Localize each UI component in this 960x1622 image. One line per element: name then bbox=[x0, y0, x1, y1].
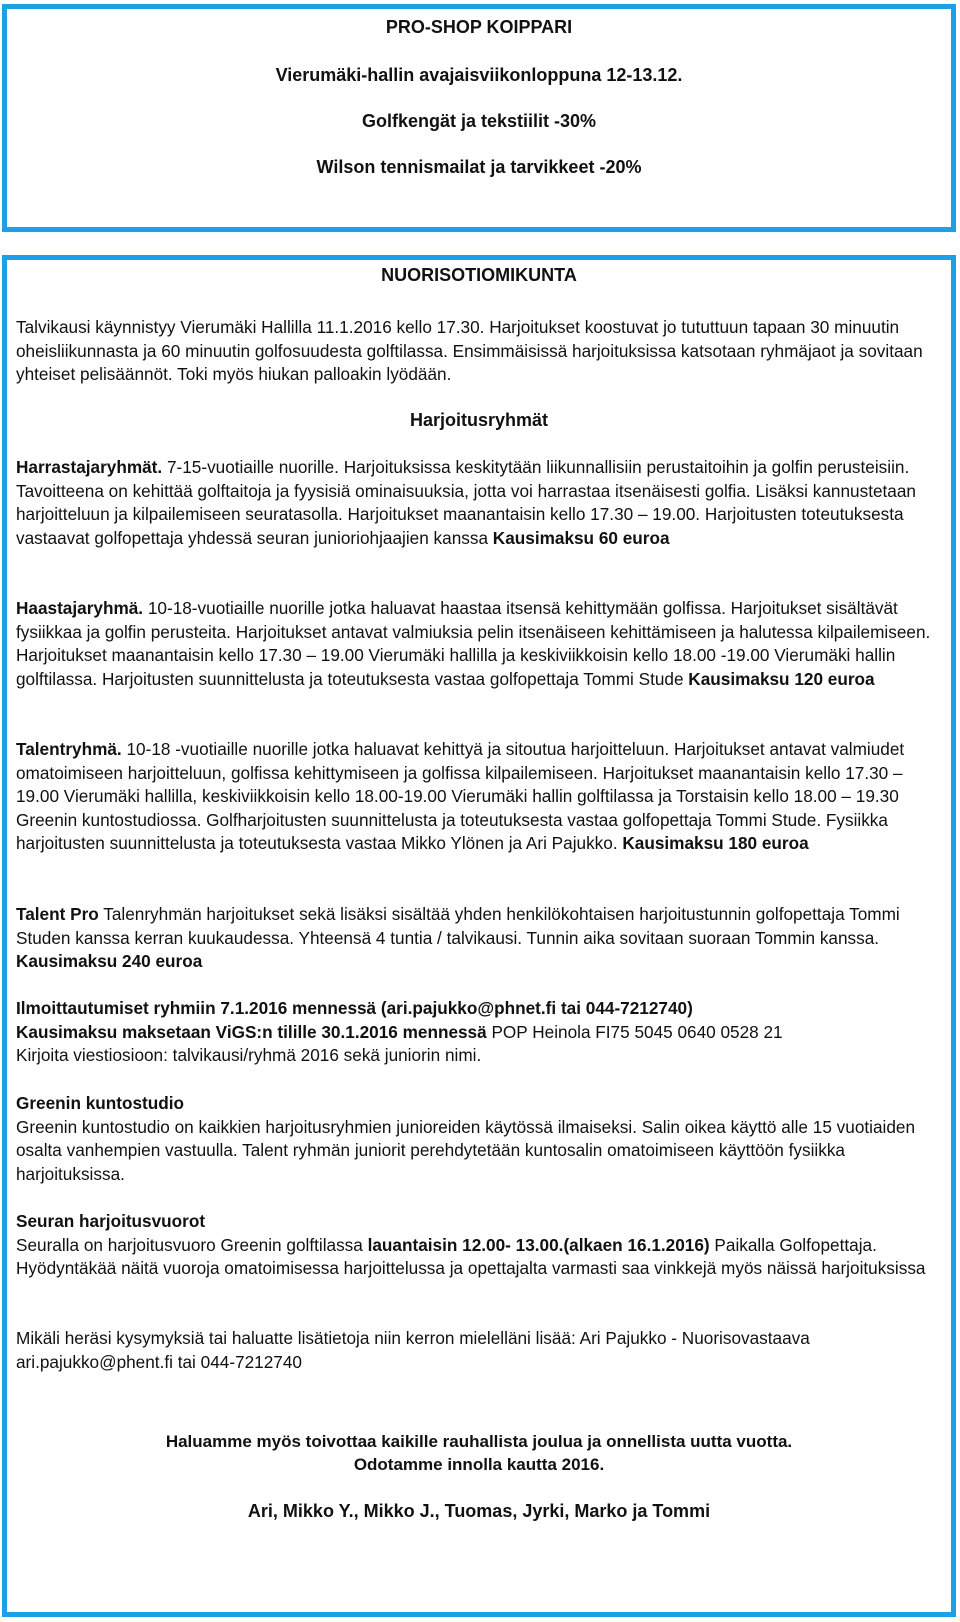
group-haastaja-text: 10-18-vuotiaille nuorille jotka haluavat haastaa itsensä kehittymään golfissa. Harjoitukset sisältävät fysiikkaa ja golfin perusteita. Harjoitukset antavat valmiuksia pelin itsenäiseen kehittämiseen ja halutessa kilpailemiseen. Harjoitukset maanantaisin kello 17.30 – 19.00 Vierumäki hallilla ja keskiviikkoisin kello 18.00 -19.00 Vierumäki hallin golftilassa. Harjoitusten suunnittelusta ja toteutuksesta vastaa golfopettaja Tommi Stude bbox=[16, 598, 931, 689]
group-haastaja bbox=[16, 597, 939, 691]
club-section bbox=[16, 1210, 939, 1281]
group-haastaja-name: Haastajaryhmä. bbox=[16, 598, 144, 618]
groups-heading: Harjoitusryhmät bbox=[409, 410, 549, 430]
gym-heading: Greenin kuntostudio bbox=[16, 1093, 185, 1113]
youth-title: NUORISOTIOMIKUNTA bbox=[381, 265, 577, 285]
intro-text: Talvikausi käynnistyy Vierumäki Hallilla 11.1.2016 kello 17.30. Harjoitukset koostuvat jo tututtuun tapaan 30 minuutin oheisliikunnasta ja 60 minuutin golfosuudesta golftilassa. Ensimmäisissä harjoituksissa katsotaan ryhmäjaot ja sovitaan yhteiset pelisäännöt. Toki myös hiukan palloakin lyödään. bbox=[16, 317, 923, 384]
wish-line-2: Odotamme innolla kautta 2016. bbox=[353, 1455, 605, 1474]
payment-deadline: Kausimaksu maksetaan ViGS:n tilille 30.1.2016 mennessä bbox=[16, 1021, 487, 1042]
group-talent-name: Talentryhmä. bbox=[16, 739, 122, 759]
youth-intro bbox=[16, 316, 939, 387]
signature: Ari, Mikko Y., Mikko J., Tuomas, Jyrki, Marko ja Tommi bbox=[247, 1501, 711, 1521]
proshop-tennis-discount: Wilson tennismailat ja tarvikkeet -20% bbox=[316, 157, 642, 177]
group-harrastaja-text: 7-15-vuotiaille nuorille. Harjoituksissa keskitytään liikunnallisiin perustaitoihin ja golfin perusteisiin. Tavoitteena on kehittää golftaitoja ja fyysisiä ominaisuuksia, jotta voi harrastaa itsenäisesti golfia. Lisäksi kannustetaan harjoitteluun ja kilpailemiseen seuratasolla. Harjoitukset maanantaisin kello 17.30 – 19.00. Harjoitusten toteutuksesta vastaavat golfopettaja yhdessä seuran junioriohjaajien kanssa bbox=[16, 457, 916, 548]
proshop-title: PRO-SHOP KOIPPARI bbox=[385, 17, 573, 37]
group-talent-fee: Kausimaksu 180 euroa bbox=[622, 833, 809, 853]
registration bbox=[16, 997, 939, 1068]
group-talent-text: 10-18 -vuotiaille nuorille jotka haluavat kehittyä ja sitoutua harjoitteluun. Harjoitukset antavat valmiudet omatoimiseen harjoitteluun, golfissa kehittymiseen ja golfissa kilpailemiseen. Harjoitukset maanantaisin kello 17.30 – 19.00 Vierumäki hallilla, keskiviikkoisin kello 18.00-19.00 Vierumäki hallin golftilassa ja Torstaisin kello 18.00 – 19.30 Greenin kuntostudiossa. Golfharjoitusten suunnittelusta ja toteutuksesta vastaa golfopettaja Tommi Stude. Fysiikka harjoitusten suunnittelusta ja toteutuksesta vastaa Mikko Ylönen ja Ari Pajukko. bbox=[16, 739, 905, 853]
contact-text: Mikäli heräsi kysymyksiä tai haluatte lisätietoja niin kerron mielelläni lisää: Ari Pajukko - Nuorisovastaava ari.pajukko@phent.fi tai 044-7212740 bbox=[16, 1328, 810, 1372]
group-harrastaja bbox=[16, 456, 939, 550]
club-text-b: Paikalla Golfopettaja. Hyödyntäkää näitä vuoroja omatoimisessa harjoittelussa ja opettajalta varmasti saa vinkkejä myös näissä harjoituksissa bbox=[16, 1234, 926, 1278]
payment-account: POP Heinola FI75 5045 0640 0528 21 bbox=[486, 1021, 783, 1042]
group-talent-pro-name: Talent Pro bbox=[16, 904, 99, 924]
group-talent-pro bbox=[16, 903, 939, 974]
group-talent-pro-fee: Kausimaksu 240 euroa bbox=[16, 951, 203, 971]
contact-section bbox=[16, 1327, 939, 1374]
proshop-shoes-discount: Golfkengät ja tekstiilit -30% bbox=[361, 111, 597, 131]
group-haastaja-fee: Kausimaksu 120 euroa bbox=[688, 668, 875, 689]
payment-note: Kirjoita viestiosioon: talvikausi/ryhmä 2016 sekä juniorin nimi. bbox=[16, 1045, 482, 1065]
holiday-wishes bbox=[7, 1430, 951, 1476]
group-harrastaja-fee: Kausimaksu 60 euroa bbox=[492, 527, 670, 548]
youth-committee-box bbox=[2, 255, 956, 1617]
proshop-box bbox=[2, 4, 956, 232]
club-text-a: Seuralla on harjoitusvuoro Greenin golftilassa bbox=[16, 1234, 368, 1255]
gym-section bbox=[16, 1092, 939, 1186]
club-time: lauantaisin 12.00- 13.00.(alkaen 16.1.2016) bbox=[367, 1234, 710, 1255]
group-harrastaja-name: Harrastajaryhmät. bbox=[16, 457, 163, 477]
club-heading: Seuran harjoitusvuorot bbox=[16, 1211, 206, 1231]
group-talent bbox=[16, 738, 939, 856]
gym-text: Greenin kuntostudio on kaikkien harjoitusryhmien junioreiden käytössä ilmaiseksi. Salin oikea käyttö alle 15 vuotiaiden osalta vanhempien vastuulla. Talent ryhmän juniorit perehdytetään kuntosalin omatoimiseen käyttöön fysiikka harjoituksissa. bbox=[16, 1116, 916, 1184]
registration-line: Ilmoittautumiset ryhmiin 7.1.2016 mennessä (ari.pajukko@phnet.fi tai 044-7212740) bbox=[16, 998, 693, 1018]
proshop-opening-weekend: Vierumäki-hallin avajaisviikonloppuna 12-13.12. bbox=[275, 65, 683, 85]
group-talent-pro-text: Talenryhmän harjoitukset sekä lisäksi sisältää yhden henkilökohtaisen harjoitustunnin golfopettaja Tommi Studen kanssa kerran kuukaudessa. Yhteensä 4 tuntia / talvikausi. Tunnin aika sovitaan suoraan Tommin kanssa. bbox=[16, 904, 900, 948]
wish-line-1: Haluamme myös toivottaa kaikille rauhallista joulua ja onnellista uutta vuotta. bbox=[165, 1432, 793, 1451]
